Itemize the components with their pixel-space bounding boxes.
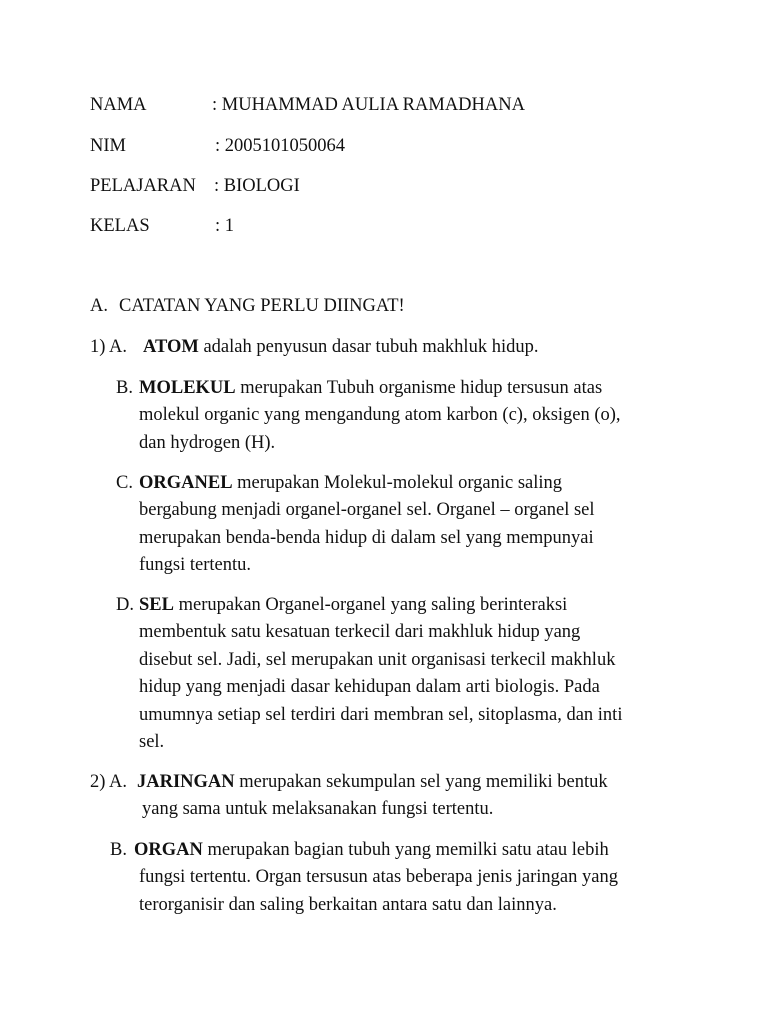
entry-line: bergabung menjadi organel-organel sel. Organel – organel sel xyxy=(139,500,595,521)
field-value-nama: : MUHAMMAD AULIA RAMADHANA xyxy=(212,95,525,115)
entry-term: JARINGAN xyxy=(137,772,235,792)
entry-body xyxy=(139,592,669,756)
entry-marker: C. xyxy=(116,473,133,493)
entry-line: yang sama untuk melaksanakan fungsi tertentu. xyxy=(142,799,494,820)
entry-term: ORGAN xyxy=(134,840,203,860)
entry-marker: B. xyxy=(116,378,133,398)
entry-line: merupakan bagian tubuh yang memilki satu atau lebih xyxy=(207,840,609,860)
entry-line: merupakan Organel-organel yang saling berinteraksi xyxy=(178,595,568,615)
field-value-nim: : 2005101050064 xyxy=(215,136,346,156)
entry-term: ORGANEL xyxy=(139,473,233,493)
entry-line: umumnya setiap sel terdiri dari membran sel, sitoplasma, dan inti xyxy=(139,704,623,725)
field-label-pelajaran: PELAJARAN xyxy=(90,176,196,196)
entry-line: dan hydrogen (H). xyxy=(139,432,276,453)
section-title-text: CATATAN YANG PERLU DIINGAT! xyxy=(119,296,405,316)
entry-line: disebut sel. Jadi, sel merupakan unit organisasi terkecil makhluk xyxy=(139,649,616,670)
entry-body xyxy=(143,334,703,361)
entry-body xyxy=(139,375,669,457)
entry-line: hidup yang menjadi dasar kehidupan dalam arti biologis. Pada xyxy=(139,677,600,698)
entry-line: terorganisir dan saling berkaitan antara satu dan lainnya. xyxy=(139,894,557,915)
field-label-nim: NIM xyxy=(90,136,126,156)
entry-term: ATOM xyxy=(143,337,199,357)
field-label-nama: NAMA xyxy=(90,95,147,115)
entry-line: molekul organic yang mengandung atom karbon (c), oksigen (o), xyxy=(139,405,621,426)
field-label-kelas: KELAS xyxy=(90,216,150,236)
entry-line: merupakan Tubuh organisme hidup tersusun atas xyxy=(240,378,603,398)
entry-line: merupakan benda-benda hidup di dalam sel yang mempunyai xyxy=(139,527,594,548)
section-letter: A. xyxy=(90,296,108,316)
entry-line: sel. xyxy=(139,732,165,753)
entry-line: fungsi tertentu. Organ tersusun atas beberapa jenis jaringan yang xyxy=(139,867,618,888)
entry-term: MOLEKUL xyxy=(139,378,236,398)
entry-marker: 2) A. xyxy=(90,772,127,792)
entry-body xyxy=(134,837,664,919)
field-value-pelajaran: : BIOLOGI xyxy=(214,176,300,196)
entry-line: merupakan Molekul-molekul organic saling xyxy=(237,473,563,493)
field-value-kelas: : 1 xyxy=(215,216,235,236)
entry-line: adalah penyusun dasar tubuh makhluk hidup. xyxy=(203,337,539,357)
entry-body xyxy=(137,769,667,824)
entry-term: SEL xyxy=(139,595,174,615)
entry-marker: D. xyxy=(116,595,134,615)
entry-line: fungsi tertentu. xyxy=(139,555,252,576)
entry-line: membentuk satu kesatuan terkecil dari makhluk hidup yang xyxy=(139,622,581,643)
entry-body xyxy=(139,470,669,580)
entry-line: merupakan sekumpulan sel yang memiliki bentuk xyxy=(239,772,608,792)
entry-marker: B. xyxy=(110,840,127,860)
entry-marker: 1) A. xyxy=(90,337,127,357)
